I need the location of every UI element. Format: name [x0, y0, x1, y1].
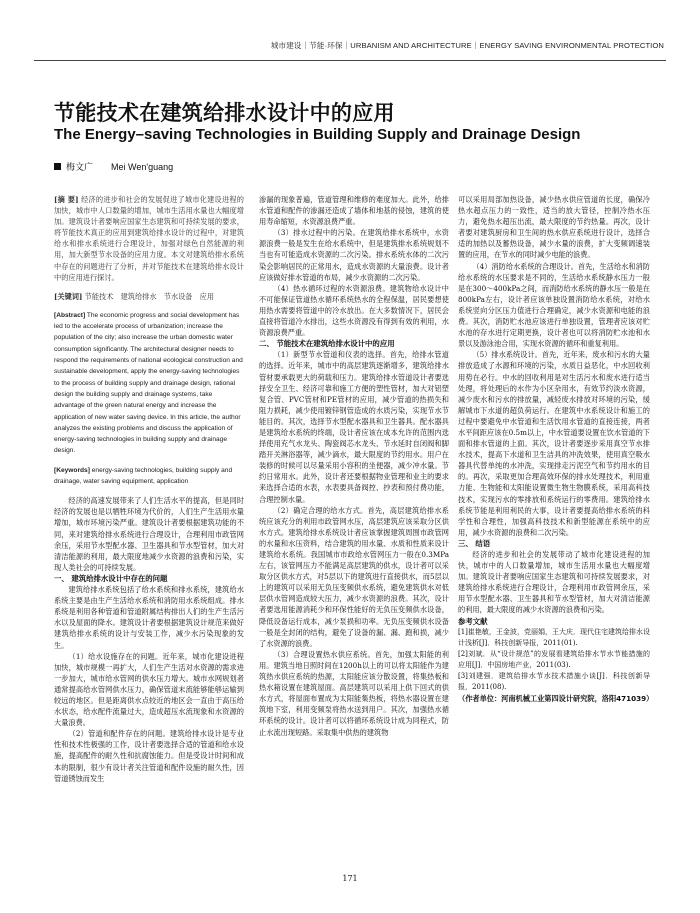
- abstract-zh: [54, 194, 244, 283]
- reference-item: [1]崔艳敏，王金波，党丽娟，王大庆．现代住宅建筑给排水设计浅析[J]．科技创新导报，2011(01).: [458, 627, 650, 647]
- body-paragraph: （2）确定合理的给水方式。首先，高层建筑给排水系统应该充分的利用市政管网水压，高层建筑应该采取分区供水方式。建筑给排水系统设计者应该掌握建筑周围市政管网的水量和水压资料，结合建筑的用水量、水质和性质来设计建筑给水系统。我国城市市政给水管网压力一般在0.3MPa左右，该管网压力不能满足高层建筑的供水，设计者可以采取分区供水方式，对5层以下的建筑进行直接供水，而5层以上的建筑可以采用无负压变频供水系统，避免建筑供水对低层供水管网造成较大压力，减少水资源的浪费。其次，设计者要选用能源消耗少和环保性能好的无负压变频供水设备，降低设备运行成本，减少泵损和功率。无负压变频供水设备一般是全封闭的结构，避免了设备的漏、漏、跑和损，减少了水资源的浪费。: [259, 505, 449, 648]
- section-2-heading: 二、 节能技术在建筑给排水设计中的应用: [259, 339, 395, 349]
- abstract-en-text: The economic progress and social development has led to the accelerate process of urbanization; increase the population of the city; also increase the urban domestic water consumption significantly. The architectural designer needs to respond the requirements of national ecological construction and sustainable development, apply the energy-saving technologies to the process of building supply and drainage design, rational design the building supply and drainage systems, take advantage of the green natural energy and increase the application of new water saving device. In this article, the author analyzes the existing problems and discuss the application of energy-saving technologies in building supply and drainage design.: [54, 311, 243, 455]
- column-3: [458, 194, 654, 704]
- body-paragraph: 渗漏的现象普遍，管道管理和维修的难度加大。此外，给排水管道和配件的渗漏还造成了墙体和地基的侵蚀，建筑的使用寿命缩短，水资源浪费严重。: [259, 195, 449, 227]
- header-rule: [34, 60, 666, 61]
- abstract-zh-label: [摘 要]: [54, 195, 79, 204]
- keywords-zh: [54, 291, 244, 302]
- body-paragraph: 经济的进步和社会的发展带动了城市化建设进程的加快，城市中的人口数量增加，城市生活用水量也大幅度增加。建筑设计者要响应国家生态建筑和可持续发展要求，对建筑给排水系统进行合理设计，合理利用市政管网余压，采用节水型配水器、卫生器具和节水型管材，加大对清洁能源的利用，最大限度的减少水资源的浪费和污染。: [458, 550, 650, 615]
- abstract-en-label: [Abstract]: [54, 311, 86, 319]
- abstract-en: [54, 310, 244, 457]
- article-title-zh: 节能技术在建筑给排水设计中的应用: [54, 101, 395, 125]
- section-1-paragraph: 建筑给排水系统包括了给水系统和排水系统，建筑给水系统主要是由生产生活给水系统和消防用水系统组成。排水系统是利用各种管道和管道附属结构排出人们的生产生活污水以及屋面的降水。建筑设计者要根据建筑设计规范来做好建筑给排水系统的设计与安装工作，减少水污染现象的发生。: [54, 585, 244, 650]
- author-name: 梅文广 Mei Wen'guang: [66, 162, 174, 172]
- body-paragraph: （3）排水过程中的污染。在建筑给排水系统中，水资源浪费一般是发生在给水系统中，但是建筑排水系统规划不当也有可能造成水资源的二次污染。排水系统水体的二次污染会影响居民的正常用水，造成水资源的大量浪费。设计者应该做好排水管道的布局，减少水资源的二次污染。: [259, 228, 449, 282]
- body-paragraph: （4）消防给水系统的合理设计。首先，生活给水和消防给水系统的水压要求是不同的，生活给水系统静水压力一般是在300～400kPa之间，而消防给水系统的静水压一般是在800kPa左右，设计者应该单独设置消防给水系统，对给水系统竖向分区压力值进行合理确定，减少水资源和电能的浪费。其次，消防贮水池应该进行单独设置，管理者应该对贮水池的存水进行定期更换，设计者也可以将消防贮水池和水景以及游泳池合用，实现水资源的循环和重复利用。: [458, 261, 650, 349]
- body-paragraph: （1）新型节水管道和仪表的选择。首先，给排水管道的选择。近年来，城市中的高层建筑逐渐增多，建筑给排水管材要承载更大的荷载和压力。建筑给排水管道设计者要选择安全卫生、经济可靠和施工方便的塑性管材，加大对铝塑复合管、PVC管材和PE管材的应用，减少管道的热损失和阻力损耗，减少使用镀锌钢管造成的水质污染，实现节水节能目的。其次，选择节水型配水器具和卫生器具。配水器具是建筑给水系统的终端，设计者应该在成本允许的范围内选择使用充气水龙头、陶瓷阀芯水龙头、节水延时自闭阀和脚踏开关淋浴器等，减少滴水，最大限度的节约用水。用户在装修的时候可以尽量采用小容积的坐便器，减少冲水量。节约日常用水。此外，设计者还要根据物业管理和业主的要求来选择合适的水表，水表要具备阀控、抄表和预付费功能，合理控制水量。: [259, 350, 449, 504]
- author-affiliation: （作者单位：河南机械工业第四设计研究院，洛阳471039）: [458, 693, 654, 703]
- body-paragraph: （3）合理设置热水供应系统。首先，加强太阳能的利用。建筑当地日照时间在1200h以上的可以将太阳能作为建筑热水供应系统的热源，太阳能应该分散设置，将集热板和热水箱设置在建筑屋面。高层建筑可以采用上供下回式的供水方式，将屋面布置成为太阳能集热板，将热水器设置在建筑地下室，利用变频泵将热水送到用户。其次，加强热水循环系统的设计。设计者可以将循环系统设计成为同程式，防止水流出现短路。采取集中供热的建筑物: [259, 649, 449, 737]
- body-paragraph: （4）热水循环过程的水资源浪费。建筑物给水设计中不可能保证管道热水循环系统热水的全程保温，居民要想使用热水需要将管道中的冷水放出。在大多数情况下，居民会直接将管道冷水排出，这些水资源没有得到有效的利用，水资源浪费严重。: [259, 283, 449, 338]
- body-paragraph: 可以采用局部加热设备，减少热水供应管道的长度，确保冷热水超点压力的一致性，适当的放大管径，控制冷热水压力，避免热水超压出流，最大限度的节约热量。再次，设计者要对建筑厨房和卫生间的热水供应系统进行设计，选择合适的加热以及蓄热设备，减少水量的浪费，扩大变频调速装置的应用，在节水的同时减少电能的浪费。: [458, 195, 650, 260]
- reference-item: [3]刘建强．建筑给排水节水技术措施小谈[J]．科技创新导报，2011(08).: [458, 671, 650, 691]
- references-heading: 参考文献: [458, 616, 488, 626]
- body-paragraph: （5）排水系统设计。首先，近年来，废水和污水的大量排放造成了水源和环境的污染，水质日益恶化，中水回收利用势在必行。中水的回收利用是对生活污水和废水进行适当处理，将处理后的水作为小区杂用水，有效节约淡水资源，减少废水和污水的排放量，减轻废水排放对环境的污染，缓解城市下水道的超负荷运行。在建筑中水系统设计和施工的过程中要避免中水管道和生活饮用水管道的直接连接，两者水平间距应该在0.5m以上，中水管道要设置在饮水管道的下面和排水管道的上面。其次，设计者要逐步采用真空节水排水技术，提高下水道和卫生洁具的冲洗效果，使用真空吸水器具代替单纯的水冲洗，实现排走污泥空气和节约用水的目的。再次，采取更加合理高效环保的排水处理技术，利用重力能、生物能和太阳能设置微生物生物膜系统，采用高科技技术，实现污水的零排放和系统运行的零费用。建筑给排水系统节能是利用利民的大事，设计者要提高给排水系统的科学性和合理性，加强高科技技术和新型能源在系统中的应用，减少水资源的浪费和二次污染。: [458, 350, 650, 537]
- author-line: [54, 160, 173, 173]
- page-number: 171: [342, 874, 358, 883]
- keywords-en: [54, 465, 244, 488]
- reference-item: [2]刘斌．从“设计规范”的发展看建筑给排水节水节能措施的应用[J]．中国房地产业，2011(03).: [458, 649, 650, 669]
- section-1-heading: 一、 建筑给排水设计中存在的问题: [54, 573, 168, 583]
- square-bullet-icon: [54, 163, 61, 170]
- intro-paragraph: 经济的高速发展带来了人们生活水平的提高，但是同时经济的发展也是以牺牲环境为代价的，人们生产生活用水量增加，城市环境污染严重。建筑设计者要根据建筑功能的不同，来对建筑给排水系统进行合理设计，合理利用市政管网余压，采用节水型配水器、卫生器具和节水型管材，加大对清洁能源的利用，最大限度地减少水资源的浪费和污染，实现人类社会的可持续发展。: [54, 496, 244, 572]
- keywords-en-text: energy-saving technologies, building supply and drainage, water saving equipment, application: [54, 466, 233, 485]
- keywords-en-label: [Keywords]: [54, 466, 90, 474]
- keywords-zh-text: 节能技术 建筑给排水 节水设备 应用: [84, 291, 215, 301]
- article-title-en: The Energy–saving Technologies in Building Supply and Drainage Design: [54, 126, 581, 143]
- section-1-paragraph: （1）给水设施存在的问题。近年来，城市化建设进程加快，城市规模一再扩大，人们生产生活对水资源的需求进一步加大，城市给水管网的供水压力增大。城市水网规划者通常提高给水管网供水压力，确保管道末流能够能够运输到较远的地区。但是距离供水点较近的地区会一直由于高压给水状态，给水配件流量过大，造成超压水流现象和水资源的大量浪费。: [54, 651, 244, 728]
- section-3-heading: 三、 结语: [458, 538, 491, 548]
- section-1-paragraph: （2）管道和配件存在的问题。建筑给排水设计是专业性和技术性极强的工作，设计者要选择合适的管道和给水设施，提高配件的耐久性和抗腐蚀能力。但是受设计时间和成本的限制，很少有设计者关注管道和配件设施的耐久性，因管道锈蚀而发生: [54, 729, 244, 783]
- keywords-zh-label: [关键词]: [54, 291, 83, 301]
- column-1: [54, 194, 244, 784]
- running-header: 城市建设｜节能·环保｜URBANISM AND ARCHITECTURE｜ENERGY SAVING ENVIRONMENTAL PROTECTION: [270, 41, 664, 50]
- column-2: [259, 194, 449, 738]
- abstract-zh-text: 经济的进步和社会的发展促进了城市化建设进程的加快，城市中人口数量的增加，城市生活用水量也大幅度增加。建筑设计者要响应国家生态建筑和可持续发展的要求，将节能技术真正的应用到建筑给排水设计的过程中，对建筑给水和排水系统进行合理设计，加强对绿色自然能源的利用，加大新型节水设备的应用力度。本文对建筑给排水系统中存在的问题进行了分析，并对节能技术在建筑给排水设计中的应用进行探讨。: [54, 195, 244, 282]
